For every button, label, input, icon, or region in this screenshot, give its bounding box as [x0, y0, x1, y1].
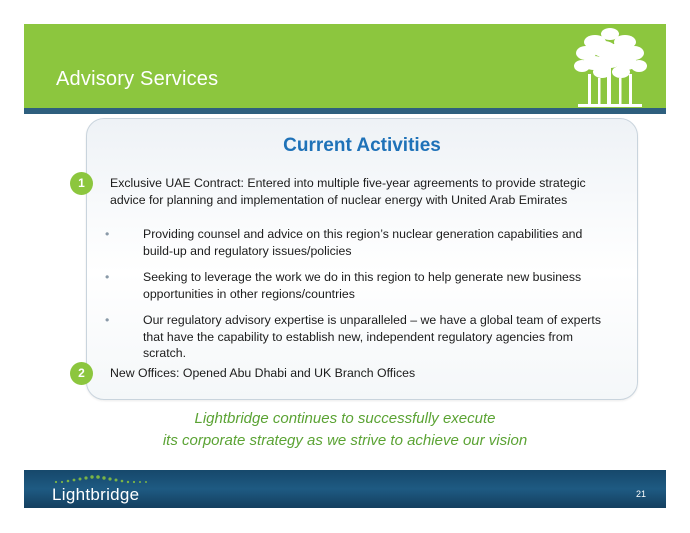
tagline-line-1: Lightbridge continues to successfully execute — [194, 410, 496, 427]
footer-logo: Lightbridge — [52, 485, 140, 504]
page-number: 21 — [635, 489, 646, 499]
header-divider — [24, 108, 666, 114]
bullet-dot-icon: • — [105, 227, 110, 241]
list-item — [105, 312, 605, 362]
list-item — [105, 226, 605, 259]
tagline-line-2: its corporate strategy as we strive to achieve our vision — [162, 432, 528, 449]
bullet-number-1: 1 — [70, 172, 93, 195]
panel-title: Current Activities — [283, 135, 441, 156]
page-title: Advisory Services — [56, 68, 219, 90]
bullet-number-2: 2 — [70, 362, 93, 385]
list-item-text: Seeking to leverage the work we do in this region to help generate new business opportunities in other regions/countries — [143, 270, 582, 301]
list-item — [105, 269, 605, 302]
bullet-dot-icon: • — [105, 313, 110, 327]
sub-bullet-list — [105, 226, 605, 372]
bullet-dot-icon: • — [105, 270, 110, 284]
tagline — [0, 408, 690, 452]
list-item-text: Providing counsel and advice on this region’s nuclear generation capabilities and build-up and regulatory issues/policies — [143, 227, 583, 258]
bullet-item-1-text: Exclusive UAE Contract: Entered into multiple five-year agreements to provide strategic advice for planning and implementation of nuclear energy with United Arab Emirates — [110, 176, 586, 207]
list-item-text: Our regulatory advisory expertise is unparalleled – we have a global team of experts that have the capability to establish new, independent regulatory agencies from scratch. — [143, 313, 601, 360]
tree-logo-icon — [564, 22, 656, 108]
bullet-item-2-text: New Offices: Opened Abu Dhabi and UK Branch Offices — [110, 366, 416, 380]
footer-dot-pattern-icon — [52, 472, 192, 484]
